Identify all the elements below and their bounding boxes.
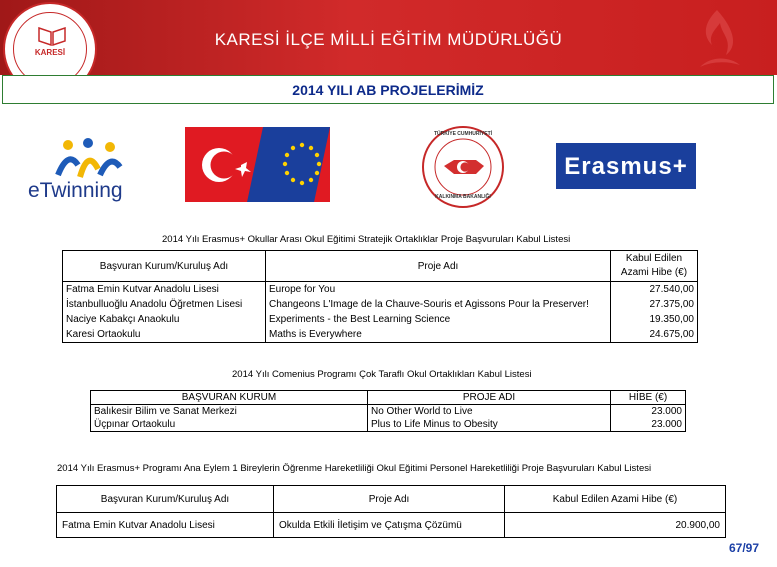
table-cell: Plus to Life Minus to Obesity	[368, 418, 611, 432]
table-row	[91, 418, 686, 432]
erasmus-text: Erasmus+	[564, 153, 688, 180]
table-cell: 20.900,00	[505, 513, 726, 538]
turkey-eu-flag	[185, 127, 330, 202]
eu-stars-icon	[277, 139, 327, 189]
subtitle-bar	[2, 75, 774, 104]
erasmus-partnership-table	[62, 250, 698, 343]
table-row	[63, 327, 698, 343]
flame-logo-icon	[682, 5, 752, 75]
comenius-table	[90, 390, 686, 432]
table-header-cell: Başvuran Kurum/Kuruluş Adı	[63, 251, 266, 282]
table-cell: Changeons L'Image de la Chauve-Souris et Agissons Pour la Preserver!	[266, 297, 611, 312]
table-cell: No Other World to Live	[368, 405, 611, 419]
table-cell: İstanbulluoğlu Anadolu Öğretmen Lisesi	[63, 297, 266, 312]
table-header-row	[57, 486, 726, 513]
table-header-row	[63, 251, 698, 282]
development-ministry-logo	[418, 122, 508, 212]
table2-caption: 2014 Yılı Comenius Programı Çok Taraflı Okul Ortaklıkları Kabul Listesi	[232, 369, 532, 380]
table-row	[91, 405, 686, 419]
table-cell: 24.675,00	[611, 327, 698, 343]
table-row	[57, 513, 726, 538]
table-cell: 19.350,00	[611, 312, 698, 327]
table-cell: 27.540,00	[611, 282, 698, 298]
table-cell: Europe for You	[266, 282, 611, 298]
table-cell: Naciye Kabakçı Anaokulu	[63, 312, 266, 327]
seal-text: KARESİ	[34, 48, 66, 57]
table1-caption: 2014 Yılı Erasmus+ Okullar Arası Okul Eğitimi Stratejik Ortaklıklar Proje Başvuruları Kabul Listesi	[162, 234, 571, 245]
page-number: 67/97	[728, 541, 759, 555]
etwinning-text: eTwinning	[28, 179, 123, 202]
erasmus-mobility-table	[56, 485, 726, 538]
table-header-cell: Proje Adı	[274, 486, 505, 513]
table-header-cell: HİBE (€)	[611, 391, 686, 405]
table-header-cell: Kabul Edilen Azami Hibe (€)	[611, 251, 698, 282]
table-cell: Fatma Emin Kutvar Anadolu Lisesi	[57, 513, 274, 538]
table3-caption: 2014 Yılı Erasmus+ Programı Ana Eylem 1 Bireylerin Öğrenme Hareketliliği Okul Eğitimi Personel Hareketliliği Proje Başvuruları Kabul Listesi	[57, 463, 652, 474]
table-cell: 27.375,00	[611, 297, 698, 312]
table-cell: 23.000	[611, 418, 686, 432]
table-row	[63, 312, 698, 327]
table-row	[63, 297, 698, 312]
header-title: KARESİ İLÇE MİLLİ EĞİTİM MÜDÜRLÜĞÜ	[214, 30, 563, 49]
table-header-cell: Başvuran Kurum/Kuruluş Adı	[57, 486, 274, 513]
etwinning-logo	[28, 135, 148, 205]
table-cell: Okulda Etkili İletişim ve Çatışma Çözümü	[274, 513, 505, 538]
table-row	[63, 282, 698, 298]
page-subtitle: 2014 YILI AB PROJELERİMİZ	[292, 82, 484, 98]
table-cell: Karesi Ortaokulu	[63, 327, 266, 343]
people-icon	[28, 135, 148, 183]
table-cell: Experiments - the Best Learning Science	[266, 312, 611, 327]
header-banner	[0, 0, 777, 75]
table-header-row	[91, 391, 686, 405]
book-icon	[37, 24, 67, 46]
table-cell: 23.000	[611, 405, 686, 419]
table-cell: Fatma Emin Kutvar Anadolu Lisesi	[63, 282, 266, 298]
erasmus-logo	[556, 143, 696, 189]
ministry-bottom-text: KALKINMA BAKANLIĞI	[435, 194, 491, 200]
table-header-cell: Kabul Edilen Azami Hibe (€)	[505, 486, 726, 513]
crescent-star-icon	[197, 141, 257, 189]
table-cell: Maths is Everywhere	[266, 327, 611, 343]
table-header-cell: BAŞVURAN KURUM	[91, 391, 368, 405]
table-header-cell: Proje Adı	[266, 251, 611, 282]
table-cell: Balıkesir Bilim ve Sanat Merkezi	[91, 405, 368, 419]
table-header-cell: PROJE ADI	[368, 391, 611, 405]
table-cell: Üçpınar Ortaokulu	[91, 418, 368, 432]
ministry-top-text: TÜRKİYE CUMHURİYETİ	[433, 131, 493, 137]
